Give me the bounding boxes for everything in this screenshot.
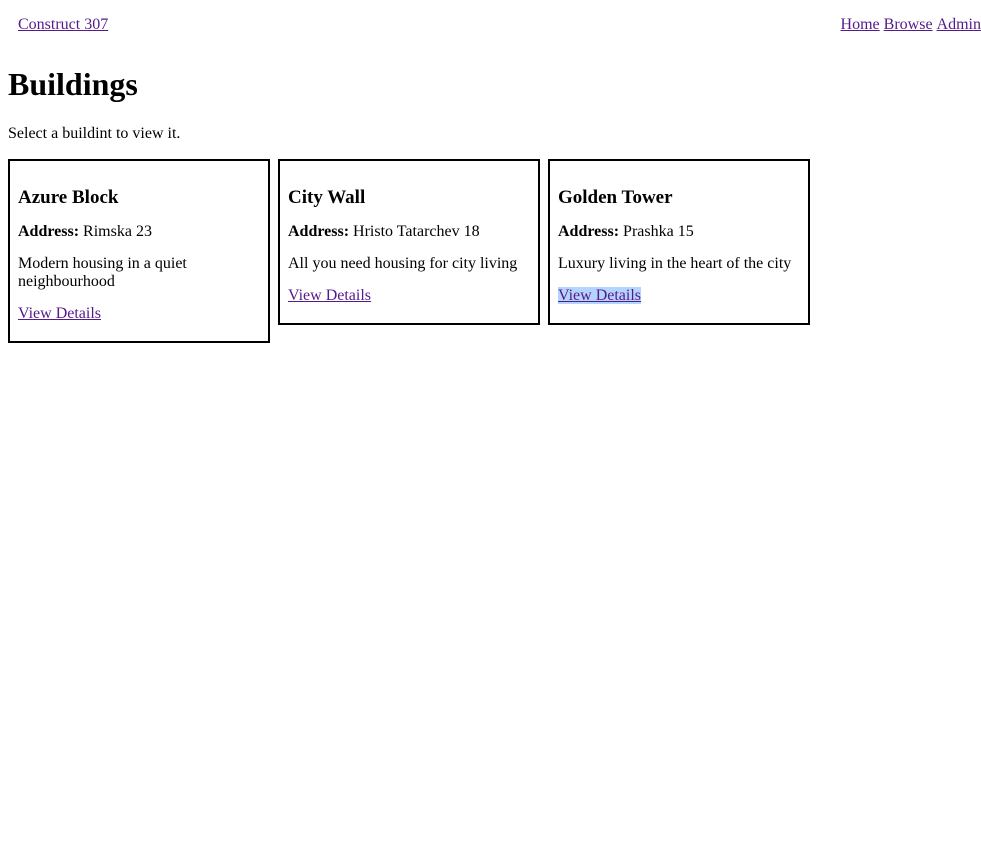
building-name: City Wall [288,187,366,208]
nav-admin-link[interactable]: Admin [936,16,981,33]
building-address [18,223,260,241]
page-title: Buildings [8,66,138,102]
details-link-row [288,287,530,305]
brand-link[interactable]: Construct 307 [18,16,109,33]
building-address [558,223,800,241]
building-card [548,159,810,325]
nav-links [841,16,981,34]
nav-home-link[interactable]: Home [840,16,880,33]
address-value: Prashka 15 [623,223,694,240]
building-description: Luxury living in the heart of the city [558,255,792,272]
view-details-link[interactable]: View Details [18,305,102,322]
details-link-row [18,305,260,323]
building-card [278,159,540,325]
building-description: Modern housing in a quiet neighbourhood [18,255,187,290]
top-navigation-bar [0,16,981,38]
building-name: Golden Tower [558,187,673,208]
building-description: All you need housing for city living [288,255,518,272]
view-details-link[interactable]: View Details [288,287,372,304]
page-subtitle: Select a buildint to view it. [8,125,181,142]
nav-browse-link[interactable]: Browse [883,16,933,33]
address-label: Address: [288,223,350,240]
address-label: Address: [18,223,80,240]
building-address [288,223,530,241]
address-label: Address: [558,223,620,240]
building-cards [8,159,810,343]
address-value: Rimska 23 [83,223,152,240]
view-details-link[interactable]: View Details [558,287,642,304]
building-card [8,159,270,343]
building-name: Azure Block [18,187,119,208]
details-link-row [558,287,800,305]
address-value: Hristo Tatarchev 18 [353,223,480,240]
